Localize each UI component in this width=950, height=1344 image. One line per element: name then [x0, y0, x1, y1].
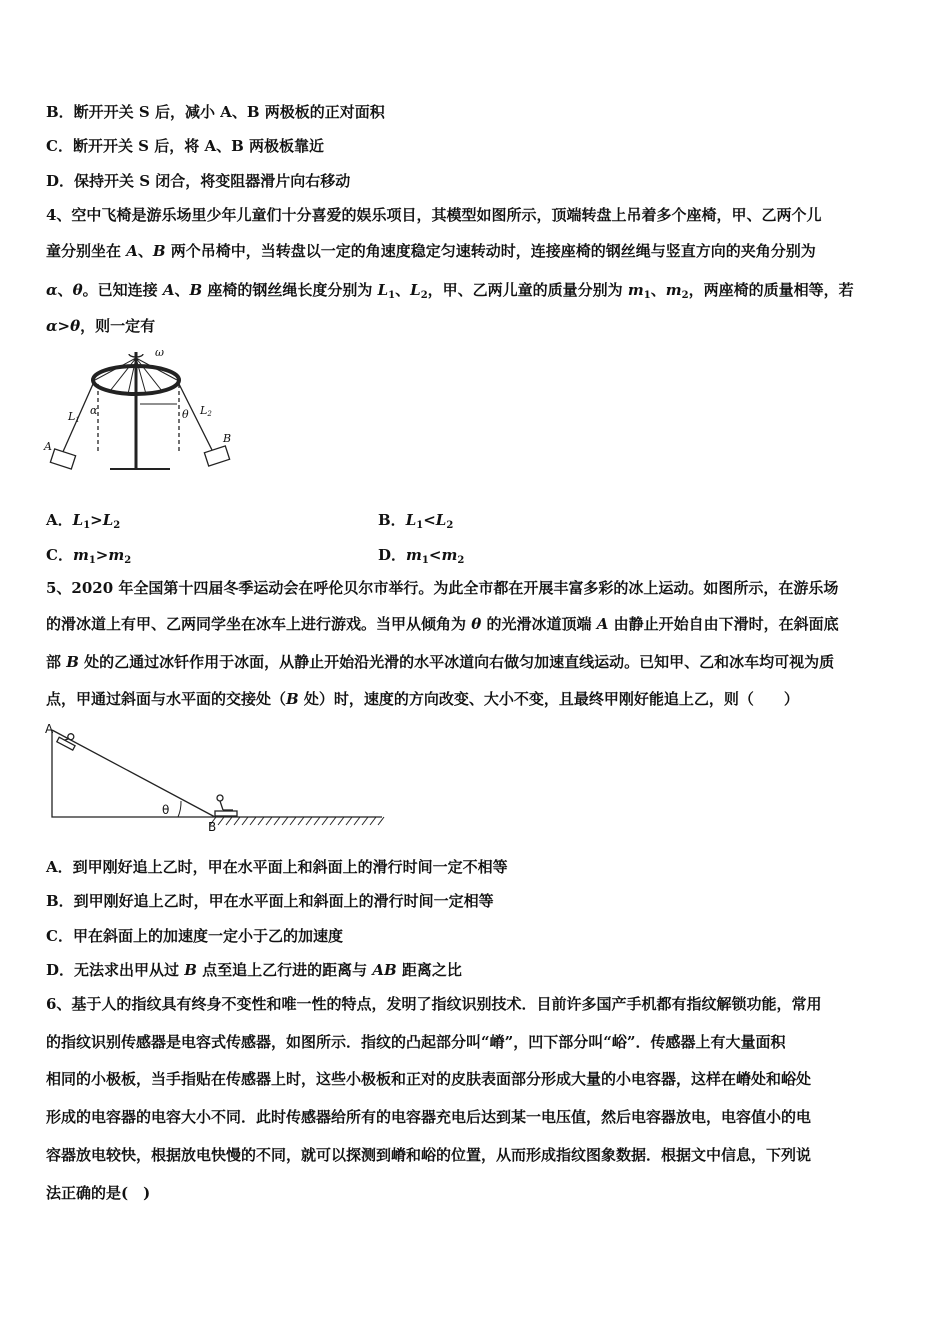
q6-line-6: 法正确的是( ) [46, 1184, 151, 1202]
q5-line-2: 的滑冰道上有甲、乙两同学坐在冰车上进行游戏。当甲从倾角为 θ 的光滑冰道顶端 A 由静止开始自由下滑时，在斜面底 [46, 615, 839, 633]
label-alpha: α [90, 404, 98, 417]
label-a: A [45, 722, 54, 736]
q3-option-c: C．断开开关 S 后，将 A、B 两极板靠近 [46, 137, 324, 155]
label-b: B [223, 432, 232, 445]
sled-person-jia [57, 729, 79, 750]
q5-option-d: D．无法求出甲从过 B 点至追上乙行进的距离与 AB 距离之比 [46, 961, 462, 979]
q6-line-3: 相同的小极板，当手指贴在传感器上时，这些小极板和正对的皮肤表面部分形成大量的小电容器，这样在嵴处和峪处 [46, 1070, 812, 1088]
q6-line-5: 容器放电较快，根据放电快慢的不同，就可以探测到嵴和峪的位置，从而形成指纹图象数据．根据文中信息，下列说 [46, 1146, 812, 1164]
q5-option-b: B．到甲刚好追上乙时，甲在水平面上和斜面上的滑行时间一定相等 [46, 892, 494, 910]
q6-line-1: 6、基于人的指纹具有终身不变性和唯一性的特点，发明了指纹识别技术．目前许多国产手机都有指纹解锁功能，常用 [46, 995, 822, 1013]
q4-line-4: α>θ，则一定有 [46, 317, 156, 335]
q5-line-4: 点，甲通过斜面与水平面的交接处（B 处）时，速度的方向改变、大小不变，且最终甲刚好能追上乙，则（ ） [46, 690, 799, 708]
q4-line-2: 童分别坐在 A、B 两个吊椅中，当转盘以一定的角速度稳定匀速转动时，连接座椅的钢丝绳与竖直方向的夹角分别为 [46, 242, 816, 260]
flying-chair-figure [40, 344, 250, 479]
q3-option-d: D．保持开关 S 闭合，将变阻器滑片向右移动 [46, 172, 351, 190]
label-theta: θ [162, 803, 170, 817]
q6-line-2: 的指纹识别传感器是电容式传感器，如图所示．指纹的凸起部分叫“嵴”，凹下部分叫“峪”．传感器上有大量面积 [46, 1033, 786, 1051]
label-a: A [44, 440, 52, 453]
q5-line-1: 5、2020 年全国第十四届冬季运动会在呼伦贝尔市举行。为此全市都在开展丰富多彩的冰上运动。如图所示，在游乐场 [46, 579, 839, 597]
q5-line-3: 部 B 处的乙通过冰钎作用于冰面，从静止开始沿光滑的水平冰道向右做匀加速直线运动。已知甲、乙和冰车均可视为质 [46, 653, 835, 671]
label-b: B [208, 820, 217, 834]
q4-option-b: B．$L_1<L_2$ [378, 511, 454, 531]
q4-option-d: D．$m_1<m_2$ [378, 546, 465, 566]
q3-option-b: B．断开开关 S 后，减小 A、B 两极板的正对面积 [46, 103, 385, 121]
label-omega: ω [155, 346, 164, 359]
q5-option-c: C．甲在斜面上的加速度一定小于乙的加速度 [46, 927, 343, 945]
q4-option-c: C．$m_1>m_2$ [46, 546, 132, 566]
sled-person-yi [215, 795, 237, 816]
label-l2: L2 [200, 404, 212, 418]
q4-option-a: A．$L_1>L_2$ [46, 511, 121, 531]
label-l1: L1 [68, 410, 80, 424]
q4-line-3: α、θ。已知连接 A、B 座椅的钢丝绳长度分别为 $L_1$、$L_2$，甲、乙两儿童的质量分别为 $m_1$、$m_2$，两座椅的质量相等，若 [46, 281, 854, 301]
q5-option-a: A．到甲刚好追上乙时，甲在水平面上和斜面上的滑行时间一定不相等 [46, 858, 508, 876]
label-theta: θ [182, 408, 189, 421]
q4-line-1: 4、空中飞椅是游乐场里少年儿童们十分喜爱的娱乐项目，其模型如图所示，顶端转盘上吊着多个座椅，甲、乙两个儿 [46, 206, 822, 224]
ice-slope-figure [40, 718, 385, 836]
q6-line-4: 形成的电容器的电容大小不同．此时传感器给所有的电容器充电后达到某一电压值，然后电容器放电，电容值小的电 [46, 1108, 812, 1126]
